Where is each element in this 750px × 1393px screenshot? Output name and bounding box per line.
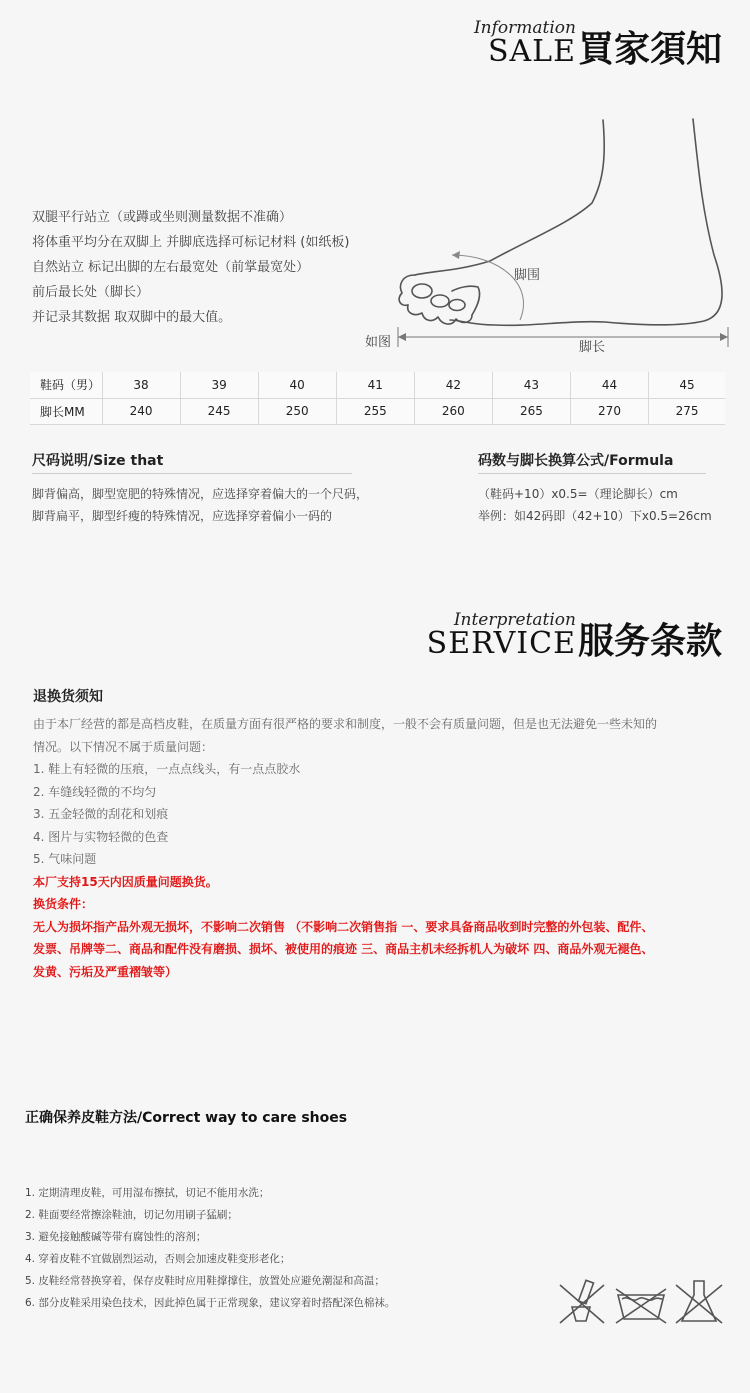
- size-cell: 41: [336, 372, 414, 398]
- size-explain-line: 脚背扁平，脚型纤瘦的特殊情况，应选择穿着偏小一码的: [32, 509, 333, 523]
- care-item: 4. 穿着皮鞋不宜做剧烈运动，否则会加速皮鞋变形老化；: [25, 1253, 291, 1265]
- no-chemical-icon: [672, 1277, 726, 1327]
- measure-note: 将体重平均分在双脚上 并脚底选择可标记材料 (如纸板): [32, 235, 350, 250]
- service-section-header: [426, 610, 722, 662]
- size-cell: 38: [102, 372, 180, 398]
- formula-title: 码数与脚长换算公式/Formula: [478, 453, 674, 469]
- measure-notes: [32, 205, 349, 330]
- exchange-conditions-line: 无人为损坏指产品外观无损坏，不影响二次销售 （不影响二次销售指 一、要求具备商品收到时完整的外包装、配件、: [33, 919, 654, 934]
- size-table: [30, 372, 725, 425]
- returns-item: 5. 气味问题: [33, 852, 97, 866]
- returns-body: [33, 713, 723, 983]
- returns-intro-line: 情况。以下情况不属于质量问题：: [33, 739, 214, 754]
- care-list: [25, 1182, 395, 1314]
- length-cell: 250: [258, 398, 336, 424]
- length-cell: 245: [180, 398, 258, 424]
- care-item: 6. 部分皮鞋采用染色技术，因此掉色属于正常现象，建议穿着时搭配深色棉袜。: [25, 1297, 396, 1309]
- size-cell: 42: [414, 372, 492, 398]
- exchange-policy: 本厂支持15天内因质量问题换货。: [33, 874, 218, 889]
- size-explain-text: [32, 483, 368, 527]
- size-explain-line: 脚背偏高，脚型宽肥的特殊情况，应选择穿着偏大的一个尺码，: [32, 487, 369, 501]
- care-item: 3. 避免接触酸碱等带有腐蚀性的溶剂；: [25, 1231, 207, 1243]
- exchange-conditions-label: 换货条件：: [33, 897, 94, 911]
- formula-text: [478, 483, 712, 527]
- foot-diagram: [360, 115, 740, 360]
- size-explain-title: 尺码说明/Size that: [32, 453, 164, 469]
- table-row: [30, 398, 725, 424]
- sale-header-cn: 買家須知: [577, 28, 722, 70]
- formula-line: （鞋码+10）x0.5=（理论脚长）cm: [478, 487, 678, 501]
- care-item: 1. 定期清理皮鞋，可用湿布擦拭，切记不能用水洗；: [25, 1187, 270, 1199]
- returns-item: 3. 五金轻微的刮花和划痕: [33, 807, 169, 821]
- table-row: [30, 372, 725, 398]
- length-cell: 255: [336, 398, 414, 424]
- size-cell: 40: [258, 372, 336, 398]
- length-cell: 275: [649, 398, 725, 424]
- returns-item: 1. 鞋上有轻微的压痕，一点点线头，有一点点胶水: [33, 762, 301, 776]
- divider: [32, 473, 352, 474]
- size-cell: 43: [492, 372, 570, 398]
- exchange-conditions-line: 发票、吊牌等二、商品和配件没有磨损、损坏、被使用的痕迹 三、商品主机未经拆机人为破坏 四、商品外观无褪色、: [33, 942, 654, 956]
- returns-item: 4. 图片与实物轻微的色查: [33, 829, 169, 844]
- size-cell: 45: [649, 372, 725, 398]
- size-cell: 44: [570, 372, 648, 398]
- exchange-conditions-line: 发黄、污垢及严重褶皱等）: [33, 964, 178, 979]
- length-cell: 270: [570, 398, 648, 424]
- returns-title: 退换货须知: [33, 689, 103, 705]
- length-cell: 260: [414, 398, 492, 424]
- table-header-cell: 脚长MM: [30, 398, 102, 424]
- service-header-cn: 服务条款: [577, 620, 722, 662]
- no-wash-icon: [614, 1285, 668, 1325]
- care-item: 5. 皮鞋经常替换穿着，保存皮鞋时应用鞋撑撑住，放置处应避免潮湿和高温；: [25, 1275, 385, 1287]
- size-cell: 39: [180, 372, 258, 398]
- table-header-cell: 鞋码（男）: [30, 372, 102, 398]
- care-title: 正确保养皮鞋方法/Correct way to care shoes: [25, 1110, 348, 1126]
- measure-note: 自然站立 标记出脚的左右最宽处（前掌最宽处）: [32, 260, 310, 275]
- formula-line: 举例：如42码即（42+10）下x0.5=26cm: [478, 509, 712, 523]
- service-header-big: SERVICE: [426, 626, 576, 661]
- length-cell: 240: [102, 398, 180, 424]
- measure-note: 双腿平行站立（或蹲或坐则测量数据不准确）: [32, 210, 293, 225]
- girth-label: 脚围: [514, 268, 541, 283]
- sale-section-header: [473, 18, 722, 70]
- care-item: 2. 鞋面要经常擦涂鞋油，切记勿用刷子猛刷；: [25, 1209, 238, 1221]
- length-label: 脚长: [579, 340, 606, 355]
- sale-header-big: SALE: [487, 34, 576, 69]
- length-cell: 265: [492, 398, 570, 424]
- no-brush-icon: [556, 1277, 608, 1327]
- service-header-small: Interpretation: [453, 610, 576, 630]
- sale-header-small: Information: [473, 18, 576, 38]
- measure-note: 并记录其数据 取双脚中的最大值。: [32, 310, 232, 325]
- divider: [478, 473, 706, 474]
- returns-item: 2. 车缝线轻微的不均匀: [33, 784, 157, 799]
- returns-intro-line: 由于本厂经营的都是高档皮鞋，在质量方面有很严格的要求和制度，一般不会有质量问题，但是也无法避免一些未知的: [33, 717, 658, 731]
- as-shown-label: 如图: [365, 335, 392, 350]
- measure-note: 前后最长处（脚长）: [32, 285, 150, 300]
